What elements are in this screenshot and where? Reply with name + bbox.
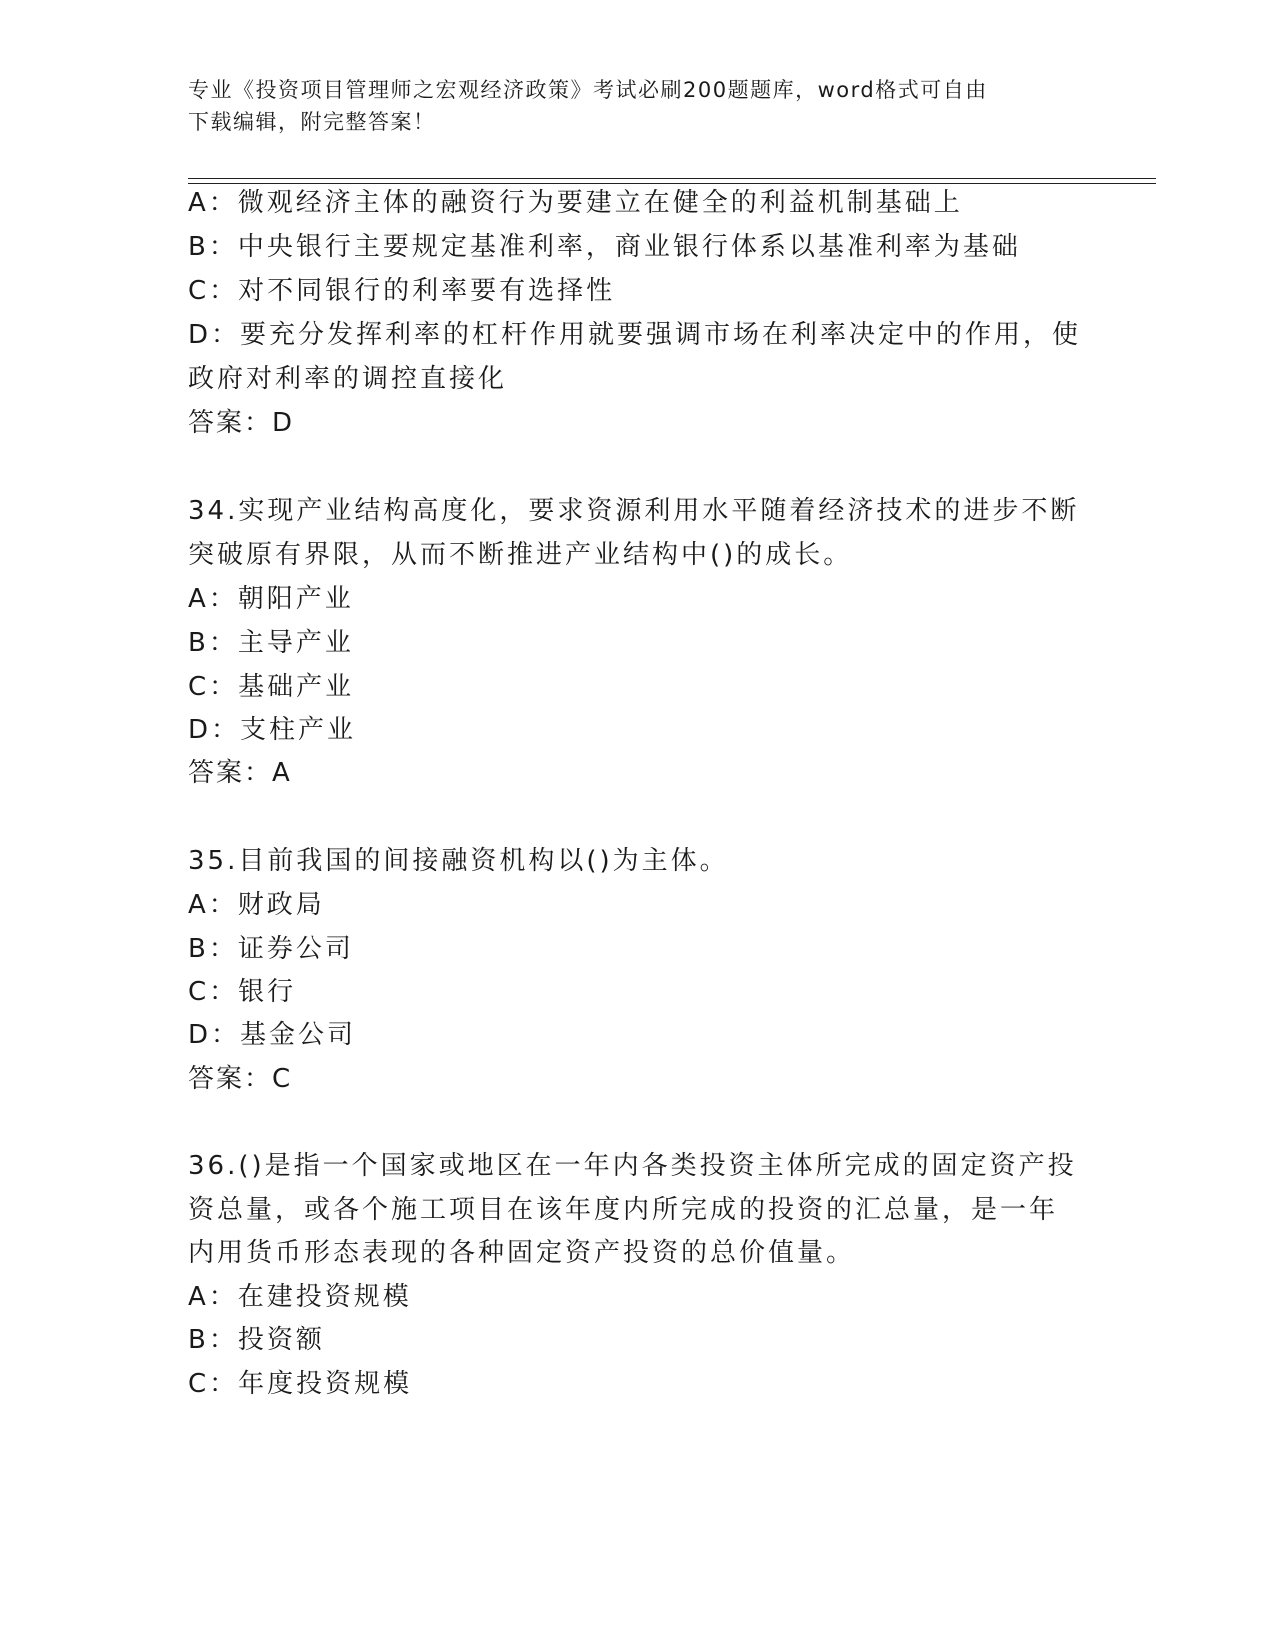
- q35-stem-line-1: 35.目前我国的间接融资机构以()为主体。: [188, 846, 729, 876]
- q34-option-a: A：朝阳产业: [188, 584, 354, 614]
- prev-answer: 答案：D: [188, 408, 295, 438]
- q35-option-d: D：基金公司: [188, 1020, 357, 1050]
- q35-answer: 答案：C: [188, 1064, 293, 1094]
- prev-option-d-line-1: D：要充分发挥利率的杠杆作用就要强调市场在利率决定中的作用，使: [188, 320, 1082, 350]
- header-divider: [188, 178, 1156, 184]
- q36-stem-line-2: 资总量，或各个施工项目在该年度内所完成的投资的汇总量，是一年: [188, 1195, 1059, 1225]
- header-line-2: 下载编辑，附完整答案！: [188, 110, 436, 134]
- prev-option-d-line-2: 政府对利率的调控直接化: [188, 364, 508, 394]
- prev-option-a: A：微观经济主体的融资行为要建立在健全的利益机制基础上: [188, 188, 963, 218]
- q36-stem-line-3: 内用货币形态表现的各种固定资产投资的总价值量。: [188, 1238, 856, 1268]
- prev-option-b: B：中央银行主要规定基准利率，商业银行体系以基准利率为基础: [188, 232, 1021, 262]
- q34-option-c: C：基础产业: [188, 672, 355, 702]
- header-line-1: 专业《投资项目管理师之宏观经济政策》考试必刷200题题库，word格式可自由: [188, 78, 988, 102]
- q35-option-a: A：财政局: [188, 890, 325, 920]
- q34-option-b: B：主导产业: [188, 628, 354, 658]
- q35-option-b: B：证券公司: [188, 934, 354, 964]
- q35-option-c: C：银行: [188, 977, 297, 1007]
- q34-stem-line-2: 突破原有界限，从而不断推进产业结构中()的成长。: [188, 540, 853, 570]
- prev-option-c: C：对不同银行的利率要有选择性: [188, 276, 616, 306]
- q36-stem-line-1: 36.()是指一个国家或地区在一年内各类投资主体所完成的固定资产投: [188, 1151, 1077, 1181]
- q36-option-b: B：投资额: [188, 1325, 325, 1355]
- q36-option-a: A：在建投资规模: [188, 1282, 412, 1312]
- q36-option-c: C：年度投资规模: [188, 1369, 413, 1399]
- document-header: [188, 74, 1068, 138]
- q34-stem-line-1: 34.实现产业结构高度化，要求资源利用水平随着经济技术的进步不断: [188, 496, 1080, 526]
- q34-answer: 答案：A: [188, 758, 292, 788]
- q34-option-d: D：支柱产业: [188, 715, 357, 745]
